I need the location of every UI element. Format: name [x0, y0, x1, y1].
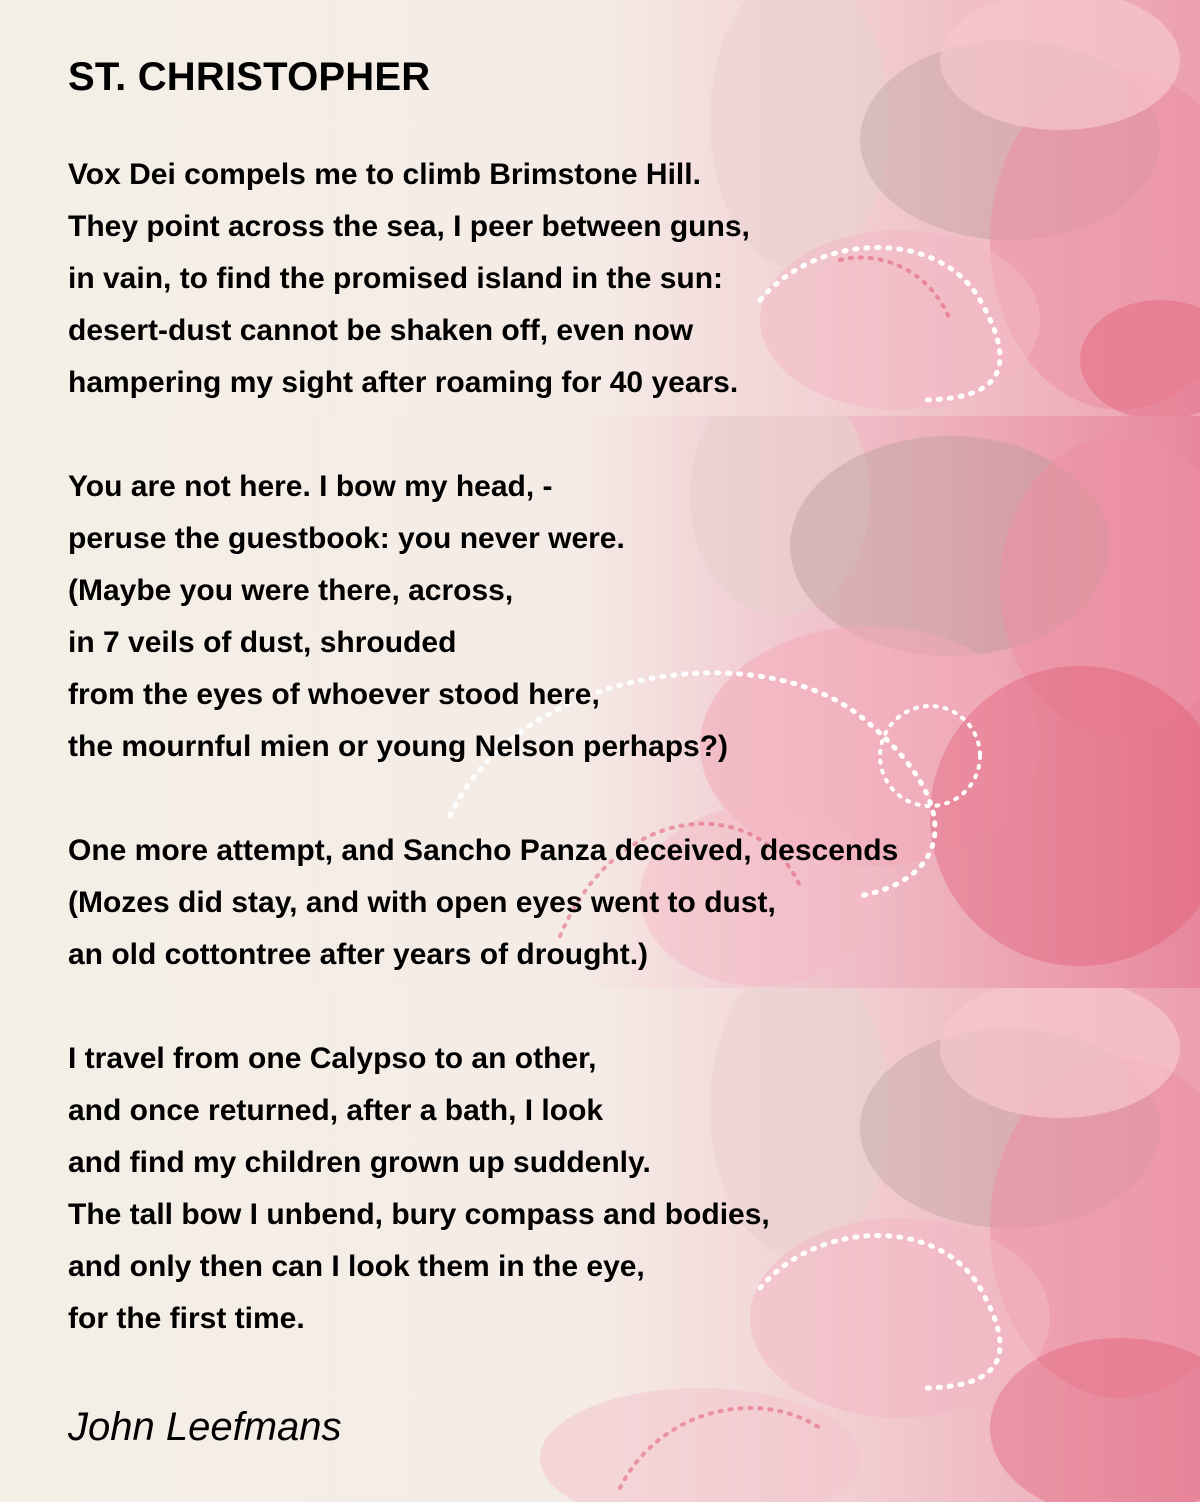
poem-line: One more attempt, and Sancho Panza deceived, descends [68, 834, 899, 867]
poem-line: The tall bow I unbend, bury compass and bodies, [68, 1198, 770, 1231]
poem-line: for the first time. [68, 1302, 305, 1335]
poem-line: in vain, to find the promised island in the sun: [68, 262, 724, 295]
poem-line: an old cottontree after years of drought.) [68, 938, 649, 971]
poem-line: They point across the sea, I peer between guns, [68, 210, 750, 243]
poem-line: and find my children grown up suddenly. [68, 1146, 651, 1179]
poem-line: (Maybe you were there, across, [68, 574, 514, 607]
poem-line: desert-dust cannot be shaken off, even now [68, 314, 694, 347]
poem-title: ST. CHRISTOPHER [68, 55, 431, 99]
poem-line: and only then can I look them in the eye, [68, 1250, 645, 1283]
poem-line: the mournful mien or young Nelson perhaps?) [68, 730, 729, 763]
poem-line: (Mozes did stay, and with open eyes went to dust, [68, 886, 776, 919]
poem-line: peruse the guestbook: you never were. [68, 522, 625, 555]
poem-line: in 7 veils of dust, shrouded [68, 626, 457, 659]
poem-line: You are not here. I bow my head, - [68, 470, 553, 503]
poem-line: I travel from one Calypso to an other, [68, 1042, 597, 1075]
poem-line: hampering my sight after roaming for 40 years. [68, 366, 739, 399]
poem-author: John Leefmans [68, 1405, 342, 1449]
poem-line: and once returned, after a bath, I look [68, 1094, 604, 1127]
poem-line: from the eyes of whoever stood here, [68, 678, 600, 711]
poem-line: Vox Dei compels me to climb Brimstone Hill. [68, 158, 701, 191]
